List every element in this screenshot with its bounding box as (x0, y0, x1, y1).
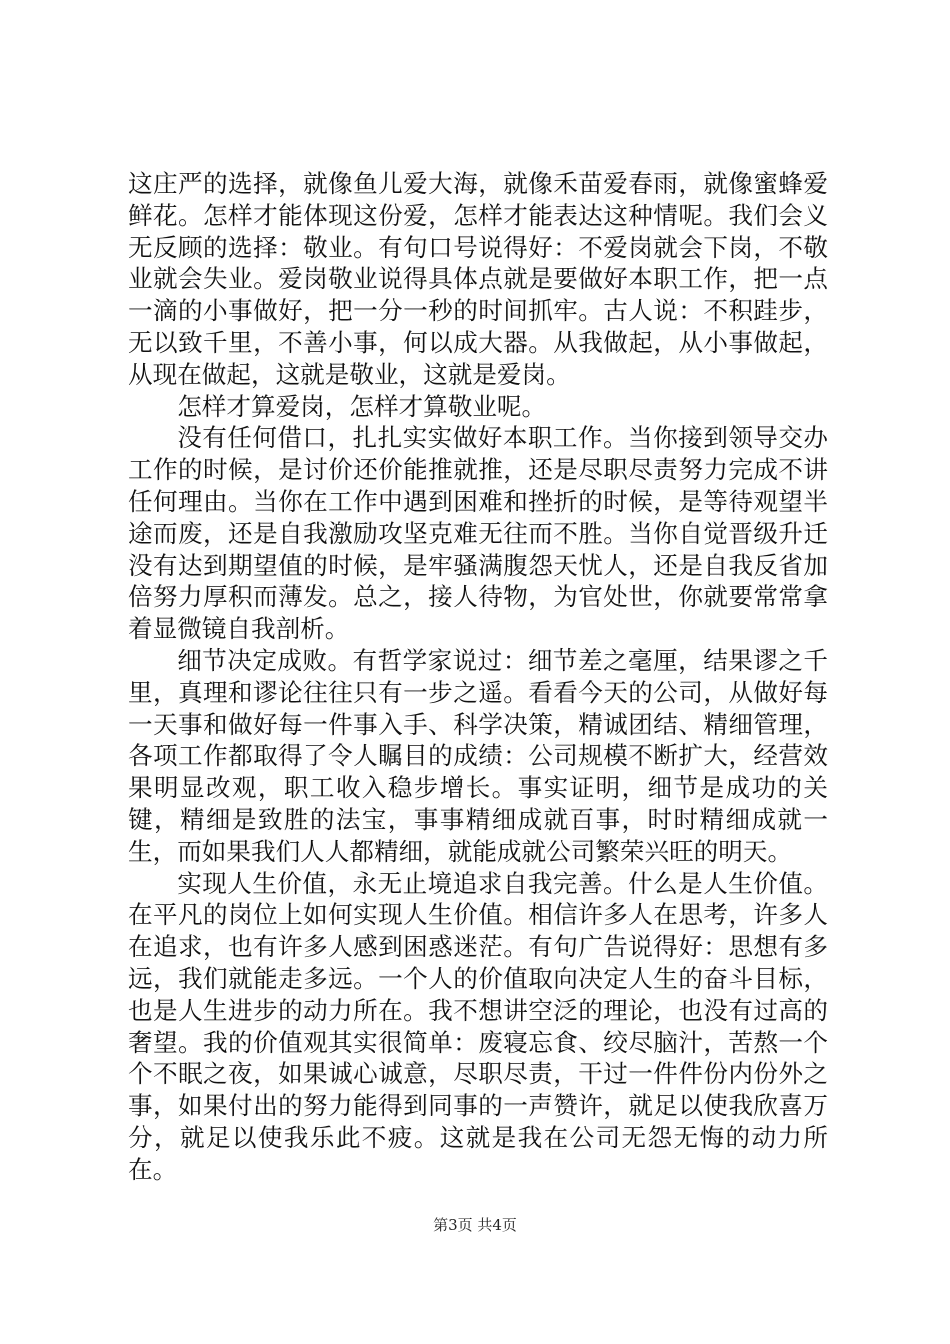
page-number-footer: 第3页 共4页 (433, 1216, 517, 1234)
paragraph-3: 没有任何借口，扎扎实实做好本职工作。当你接到领导交办工作的时候，是讨价还价能推就推，还是尽职尽责努力完成不讲任何理由。当你在工作中遇到困难和挫折的时候，是等待观望半途而废，还是自我激励攻坚克难无往而不胜。当你自觉晋级升迁没有达到期望值的时候，是牢骚满腹怨天忧人，还是自我反省加倍努力厚积而薄发。总之，接人待物，为官处世，你就要常常拿着显微镜自我剖析。 (128, 423, 828, 644)
document-body (128, 168, 828, 1186)
paragraph-4: 细节决定成败。有哲学家说过：细节差之毫厘，结果谬之千里，真理和谬论往往只有一步之遥。看看今天的公司，从做好每一天事和做好每一件事入手、科学决策，精诚团结、精细管理，各项工作都取得了令人瞩目的成绩：公司规模不断扩大，经营效果明显改观，职工收入稳步增长。事实证明，细节是成功的关键，精细是致胜的法宝，事事精细成就百事，时时精细成就一生，而如果我们人人都精细，就能成就公司繁荣兴旺的明天。 (128, 645, 828, 866)
paragraph-5: 实现人生价值，永无止境追求自我完善。什么是人生价值。在平凡的岗位上如何实现人生价值。相信许多人在思考，许多人在追求，也有许多人感到困惑迷茫。有句广告说得好：思想有多远，我们就能走多远。一个人的价值取向决定人生的奋斗目标，也是人生进步的动力所在。我不想讲空泛的理论，也没有过高的奢望。我的价值观其实很简单：废寝忘食、绞尽脑汁，苦熬一个个不眠之夜，如果诚心诚意，尽职尽责，干过一件件份内份外之事，如果付出的努力能得到同事的一声赞许，就足以使我欣喜万分，就足以使我乐此不疲。这就是我在公司无怨无悔的动力所在。 (128, 868, 828, 1184)
paragraph-1: 这庄严的选择，就像鱼儿爱大海，就像禾苗爱春雨，就像蜜蜂爱鲜花。怎样才能体现这份爱，怎样才能表达这种情呢。我们会义无反顾的选择：敬业。有句口号说得好：不爱岗就会下岗，不敬业就会失业。爱岗敬业说得具体点就是要做好本职工作，把一点一滴的小事做好，把一分一秒的时间抓牢。古人说：不积跬步，无以致千里，不善小事，何以成大器。从我做起，从小事做起，从现在做起，这就是敬业，这就是爱岗。 (128, 169, 828, 389)
paragraph-2: 怎样才算爱岗，怎样才算敬业呢。 (177, 391, 547, 421)
